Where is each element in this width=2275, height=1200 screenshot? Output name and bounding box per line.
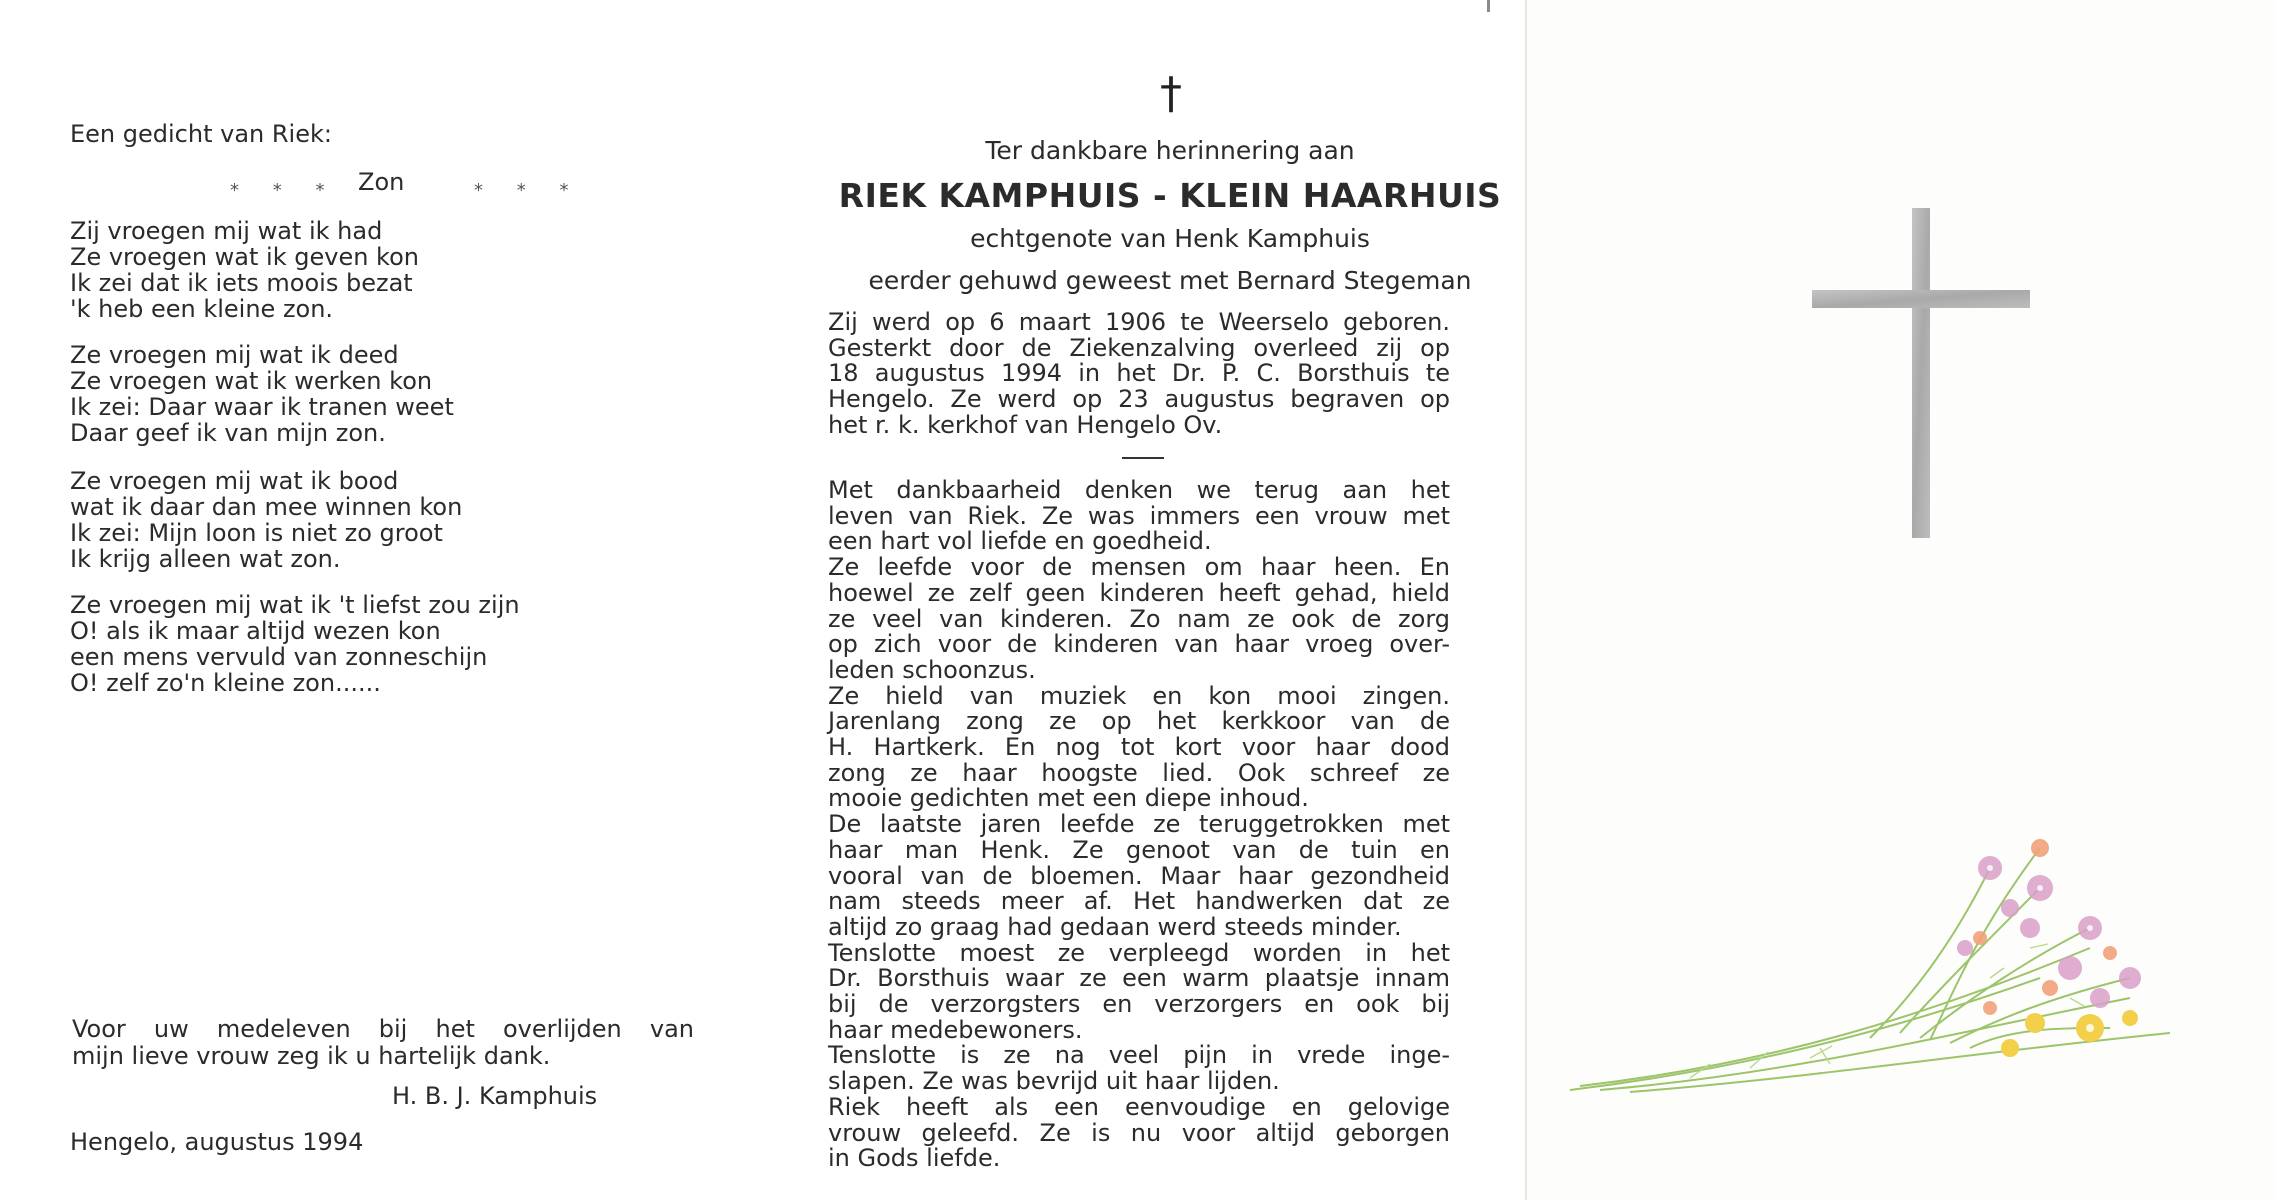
bio-line: Gesterkt door de Ziekenzalving overleed zij op xyxy=(828,333,1450,362)
poem-stanza-3 xyxy=(70,468,462,572)
text-line: een hart vol liefde en goedheid. xyxy=(828,527,1212,556)
poem-line: Ze vroegen wat ik werken kon xyxy=(70,367,433,395)
bio-line: Hengelo. Ze werd op 23 augustus begraven op xyxy=(828,385,1450,414)
bio-line: 18 augustus 1994 in het Dr. P. C. Borsthuis te xyxy=(828,359,1450,388)
silver-cross-icon xyxy=(1812,208,2030,538)
text-line: Ze hield van muziek en kon mooi zingen. xyxy=(828,681,1450,710)
text-line: leven van Riek. Ze was immers een vrouw met xyxy=(828,501,1450,530)
text-line: leden schoonzus. xyxy=(828,655,1036,684)
poem-line: Zij vroegen mij wat ik had xyxy=(70,217,383,245)
poem-stanza-2 xyxy=(70,342,454,446)
text-line: zong ze haar hoogste lied. Ook schreef ze xyxy=(828,758,1450,787)
text-line: Met dankbaarheid denken we terug aan het xyxy=(828,476,1450,504)
text-line: De laatste jaren leefde ze teruggetrokken met xyxy=(828,810,1450,839)
poem-line: Ze vroegen mij wat ik deed xyxy=(70,341,399,369)
text-line: vrouw geleefd. Ze is nu voor altijd geborgen xyxy=(828,1118,1450,1147)
text-line: haar man Henk. Ze genoot van de tuin en xyxy=(828,835,1450,864)
poem-line: 'k heb een kleine zon. xyxy=(70,295,334,323)
poem-line: O! zelf zo'n kleine zon...... xyxy=(70,669,381,697)
place-date: Hengelo, augustus 1994 xyxy=(70,1128,364,1156)
poem-line: O! als ik maar altijd wezen kon xyxy=(70,617,441,645)
text-line: H. Hartkerk. En nog tot kort voor haar dood xyxy=(828,733,1450,762)
previous-marriage-line: eerder gehuwd geweest met Bernard Stegeman xyxy=(868,266,1472,295)
remembrance-text-block xyxy=(828,478,1450,1172)
text-line: mooie gedichten met een diepe inhoud. xyxy=(828,784,1309,813)
poem-stanza-4 xyxy=(70,592,520,696)
poem-line: Ik zei dat ik iets moois bezat xyxy=(70,269,413,297)
dagger-cross-icon: † xyxy=(1160,68,1182,119)
poem-line: wat ik daar dan mee winnen kon xyxy=(70,493,463,521)
text-line: vooral van de bloemen. Maar haar gezondheid xyxy=(828,861,1450,890)
stars-left: * * * xyxy=(230,180,339,201)
divider-rule xyxy=(1122,457,1164,459)
poem-line: Ik krijg alleen wat zon. xyxy=(70,545,341,573)
text-line: Dr. Borsthuis waar ze een warm plaatsje innam xyxy=(828,964,1450,993)
thanks-line-2: mijn lieve vrouw zeg ik u hartelijk dank. xyxy=(72,1042,551,1070)
poem-title-row xyxy=(70,168,590,202)
deceased-name: RIEK KAMPHUIS - KLEIN HAARHUIS xyxy=(838,176,1502,215)
spouse-line: echtgenote van Henk Kamphuis xyxy=(970,224,1370,253)
text-line: bij de verzorgsters en verzorgers en ook bij xyxy=(828,990,1450,1019)
poem-line: Ze vroegen wat ik geven kon xyxy=(70,243,419,271)
text-line: nam steeds meer af. Het handwerken dat ze xyxy=(828,887,1450,916)
text-line: Ze leefde voor de mensen om haar heen. En xyxy=(828,553,1450,582)
text-line: in Gods liefde. xyxy=(828,1144,1001,1173)
text-line: op zich voor de kinderen van haar vroeg over- xyxy=(828,630,1450,659)
signature: H. B. J. Kamphuis xyxy=(392,1082,598,1110)
text-line: Tenslotte moest ze verpleegd worden in het xyxy=(828,938,1450,967)
flower-bouquet-illustration xyxy=(1570,828,2210,1098)
biography-block xyxy=(828,310,1450,439)
stars-right: * * * xyxy=(474,180,583,201)
poem-line: Ze vroegen mij wat ik bood xyxy=(70,467,399,495)
poem-intro: Een gedicht van Riek: xyxy=(70,120,332,148)
poem-stanza-1 xyxy=(70,218,419,322)
poem-line: Ze vroegen mij wat ik 't liefst zou zijn xyxy=(70,591,520,619)
text-line: slapen. Ze was bevrijd uit haar lijden. xyxy=(828,1067,1280,1096)
poem-line: Daar geef ik van mijn zon. xyxy=(70,419,386,447)
bio-line: het r. k. kerkhof van Hengelo Ov. xyxy=(828,410,1223,439)
poem-line: een mens vervuld van zonneschijn xyxy=(70,643,488,671)
fold-mark xyxy=(1487,0,1490,12)
poem-title: Zon xyxy=(358,168,405,196)
text-line: hoewel ze zelf geen kinderen heeft gehad, hield xyxy=(828,578,1450,607)
bio-line: Zij werd op 6 maart 1906 te Weerselo geboren. xyxy=(828,308,1450,336)
dedication: Ter dankbare herinnering aan xyxy=(985,136,1355,165)
poem-line: Ik zei: Daar waar ik tranen weet xyxy=(70,393,454,421)
text-line: altijd zo graag had gedaan werd steeds minder. xyxy=(828,912,1402,941)
text-line: Jarenlang zong ze op het kerkkoor van de xyxy=(828,707,1450,736)
text-line: ze veel van kinderen. Zo nam ze ook de zorg xyxy=(828,604,1450,633)
text-line: haar medebewoners. xyxy=(828,1015,1083,1044)
thanks-line-1: Voor uw medeleven bij het overlijden van xyxy=(72,1015,694,1043)
text-line: Riek heeft als een eenvoudige en gelovige xyxy=(828,1092,1450,1121)
text-line: Tenslotte is ze na veel pijn in vrede inge- xyxy=(828,1041,1450,1070)
poem-line: Ik zei: Mijn loon is niet zo groot xyxy=(70,519,443,547)
